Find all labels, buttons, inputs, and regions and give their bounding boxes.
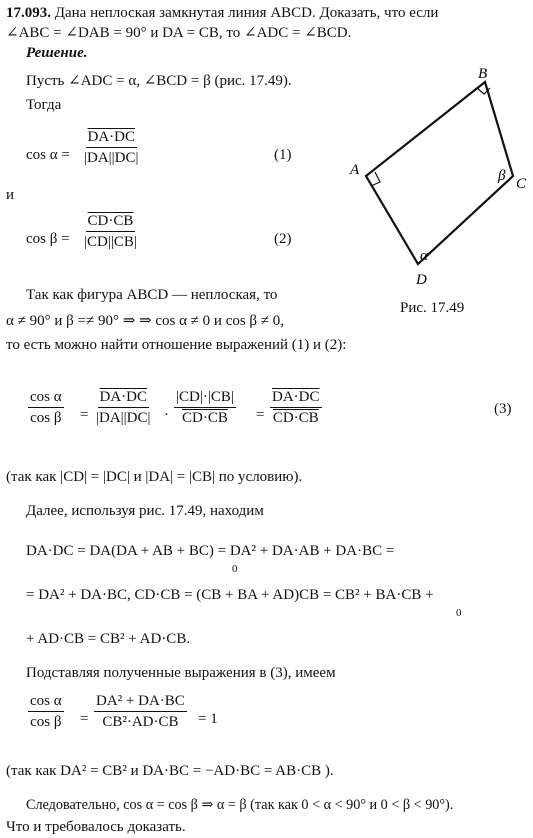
qed-line: Что и требовалось доказать. [6,819,186,835]
solution-label: Решение. [26,45,88,61]
ratio-result-numerator: DA·DC [270,388,322,408]
ratio-lhs-numerator: cos α [28,388,64,408]
vertex-a-label: A [350,162,360,178]
since-line: (так как DA² = CB² и DA·BC = −AD·BC = AB·CB ). [6,763,334,779]
final-rhs: = 1 [198,711,218,727]
ratio-right-denominator: CD·CB [182,410,228,426]
cos-alpha-lhs: cos α = [26,147,70,163]
eq1-tag: (1) [274,147,292,163]
nonplanar-line: Так как фигура ABCD — неплоская, то [26,287,278,303]
zero-note-2: 0 [456,607,462,619]
vertex-b-label: B [478,66,488,82]
cos-alpha-numerator: DA·DC [86,128,138,148]
ratio-right-fraction [174,388,236,427]
final-eq: = [80,711,89,727]
figure-quadrilateral [340,62,530,328]
ratio-middle-numerator: DA·DC [98,388,150,408]
cos-beta-denominator: |CD||CB| [84,234,137,250]
final-denominator: CB²·AD·CB [102,714,179,730]
problem-header [6,4,438,22]
cos-beta-numerator: CD·CB [86,212,136,232]
figure-caption: Рис. 17.49 [400,300,465,316]
vertex-d-label: D [416,272,427,288]
calc-line-1: DA·DC = DA(DA + AB + BC) = DA² + DA·AB + DA·BC = [26,543,395,559]
ratio-text: то есть можно найти отношение выражений (1) и (2): [6,337,347,353]
cos-alpha-denominator: |DA||DC| [84,150,139,166]
final-lhs-numerator: cos α [28,692,64,712]
eq3-tag: (3) [494,401,512,417]
calc-line-2: = DA² + DA·BC, CD·CB = (CB + BA + AD)CB = CB² + BA·CB + [26,587,434,603]
neq-line: α ≠ 90° и β =≠ 90° ⇒ ⇒ cos α ≠ 0 и cos β ≠ 0, [6,313,285,329]
ratio-dot: · [164,407,169,423]
then-line: Тогда [26,97,62,113]
vertex-c-label: C [516,176,527,192]
substitution-line: Подставляя полученные выражения в (3), имеем [26,665,336,681]
ratio-eq-1: = [80,407,89,423]
ratio-result-denominator: CD·CB [272,410,319,426]
let-line: Пусть ∠ADC = α, ∠BCD = β (рис. 17.49). [26,73,292,89]
final-fraction [94,692,187,731]
problem-statement-1: Дана неплоская замкнутая линия ABCD. Доказать, что если [54,5,439,21]
ratio-lhs-fraction [28,388,64,427]
further-line: Далее, используя рис. 17.49, находим [26,503,264,519]
final-lhs-fraction [28,692,64,731]
conclusion-line: Следовательно, cos α = cos β ⇒ α = β (так как 0 < α < 90° и 0 < β < 90°). [26,797,454,813]
right-angle-mark-a [371,172,380,186]
condition-line: (так как |CD| = |DC| и |DA| = |CB| по условию). [6,469,303,485]
final-numerator: DA² + DA·BC [94,692,187,712]
cos-beta-lhs: cos β = [26,231,70,247]
cos-beta-fraction [82,212,139,251]
zero-note-1: 0 [232,563,238,575]
eq2-tag: (2) [274,231,292,247]
angle-beta-label: β [498,168,506,184]
angle-alpha-label: α [420,248,428,264]
cos-alpha-fraction [82,128,141,167]
and-word: и [6,187,15,203]
final-lhs-denominator: cos β [30,714,62,730]
ratio-result-fraction [270,388,322,427]
ratio-right-numerator: |CD|·|CB| [174,388,236,408]
problem-statement-2: ∠ABC = ∠DAB = 90° и DA = CB, то ∠ADC = ∠BCD. [6,25,352,41]
quadrilateral-outline [366,82,513,264]
problem-number: 17.093. [6,5,51,21]
ratio-middle-fraction [94,388,153,427]
calc-line-3: + AD·CB = CB² + AD·CB. [26,631,191,647]
ratio-middle-denominator: |DA||DC| [96,410,151,426]
ratio-lhs-denominator: cos β [30,410,62,426]
ratio-eq-2: = [256,407,265,423]
